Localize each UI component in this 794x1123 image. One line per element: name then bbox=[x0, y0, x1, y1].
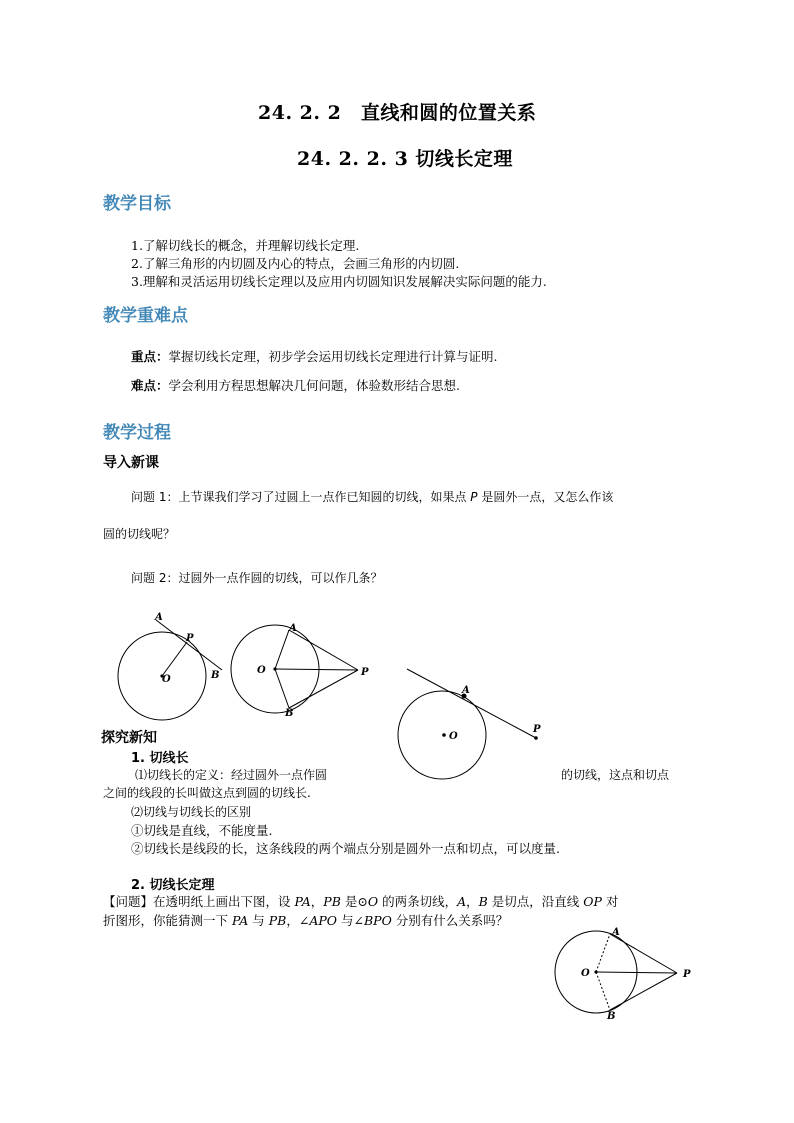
explore-heading: 探究新知 bbox=[101, 730, 157, 746]
question-1-text-b: 是圆外一点，又怎么作该 bbox=[477, 490, 614, 504]
label-p: P bbox=[186, 633, 194, 644]
problem-text: 是切点，沿直线 bbox=[487, 894, 584, 909]
objective-item: 1.了解切线长的概念，并理解切线长定理. bbox=[131, 238, 360, 253]
point-p-label: P bbox=[470, 490, 478, 504]
radius-ob bbox=[275, 669, 289, 708]
difficult-text: 学会利用方程思想解决几何问题，体验数形结合思想. bbox=[168, 378, 460, 393]
problem-text: ， bbox=[466, 894, 479, 909]
figure-two-tangents bbox=[231, 623, 369, 719]
problem-text: 与 bbox=[248, 913, 269, 928]
difference-1: ①切线是直线，不能度量. bbox=[131, 823, 273, 838]
difference-heading: ⑵切线与切线长的区别 bbox=[131, 805, 252, 819]
section-1-heading: 1. 切线长 bbox=[131, 751, 189, 766]
label-b: B bbox=[211, 670, 220, 681]
radius-oa bbox=[275, 630, 289, 669]
label-o: O bbox=[257, 665, 266, 676]
definition-text-b: 的切线，这点和切点 bbox=[561, 768, 670, 782]
tangent-pb bbox=[289, 670, 358, 708]
figure-tangent-length bbox=[555, 927, 691, 1022]
angle-bpo-label: BPO bbox=[363, 913, 392, 928]
label-a: A bbox=[462, 685, 470, 696]
objective-item: 2.了解三角形的内切圆及内心的特点，会画三角形的内切圆. bbox=[131, 256, 460, 271]
question-2: 问题 2：过圆外一点作圆的切线，可以作几条？ bbox=[131, 571, 383, 585]
process-heading: 教学过程 bbox=[103, 423, 171, 443]
problem-text: 分别有什么关系吗？ bbox=[391, 913, 509, 928]
segment-op bbox=[275, 669, 358, 670]
label-b: B bbox=[285, 708, 294, 719]
center-dot bbox=[273, 667, 276, 670]
section-2-heading: 2. 切线长定理 bbox=[131, 878, 215, 893]
problem-text: 是⊙ bbox=[340, 894, 368, 909]
key-label: 重点： bbox=[131, 349, 169, 364]
problem-text: 的两条切线， bbox=[378, 894, 458, 909]
keypoints-heading: 教学重难点 bbox=[103, 306, 188, 326]
question-1-line2: 圆的切线呢？ bbox=[103, 527, 176, 541]
tangent-line bbox=[407, 669, 536, 738]
center-dot bbox=[594, 970, 597, 973]
definition-text-a: ⑴切线长的定义：经过圆外一点作圆 bbox=[135, 768, 328, 782]
definition-line2: 之间的线段的长叫做这点到圆的切线长. bbox=[103, 786, 311, 800]
segment-pa-label: PA bbox=[294, 894, 311, 909]
radius-ob-dashed bbox=[596, 972, 610, 1010]
objectives-heading: 教学目标 bbox=[103, 194, 171, 214]
page-title: 24. 2. 2 直线和圆的位置关系 bbox=[258, 102, 537, 124]
label-p: P bbox=[361, 667, 369, 678]
intro-heading: 导入新课 bbox=[103, 455, 159, 471]
label-o: O bbox=[581, 968, 590, 979]
center-dot bbox=[442, 733, 446, 737]
label-p: P bbox=[683, 969, 691, 980]
problem-line-1 bbox=[103, 892, 618, 910]
question-1-text-a: 问题 1：上节课我们学习了过圆上一点作已知圆的切线，如果点 bbox=[131, 490, 471, 504]
problem-text: 【问题】在透明纸上画出下图，设 bbox=[103, 894, 295, 909]
problem-text: 与∠ bbox=[337, 913, 364, 928]
figure-single-tangent bbox=[118, 612, 222, 720]
label-a: A bbox=[612, 927, 620, 938]
angle-apo-label: APO bbox=[309, 913, 338, 928]
segment-pb-label: PB bbox=[268, 913, 287, 928]
tangent-pa bbox=[289, 630, 358, 670]
problem-text: ，∠ bbox=[286, 913, 310, 928]
tangent-pa bbox=[610, 934, 677, 973]
point-b-label: B bbox=[478, 894, 488, 909]
segment-pa-label: PA bbox=[231, 913, 249, 928]
segment-pb-label: PB bbox=[323, 894, 341, 909]
point-a-label: A bbox=[457, 894, 467, 909]
label-o: O bbox=[449, 731, 458, 742]
problem-text: 折图形，你能猜测一下 bbox=[103, 913, 232, 928]
tangent-line bbox=[156, 620, 222, 670]
label-a: A bbox=[155, 612, 163, 623]
label-a: A bbox=[289, 623, 297, 634]
point-p bbox=[534, 736, 538, 740]
radius-op bbox=[162, 642, 187, 676]
radius-oa-dashed bbox=[596, 934, 610, 972]
segment-op bbox=[596, 972, 677, 973]
problem-text: 对 bbox=[601, 894, 619, 909]
problem-line-2 bbox=[103, 911, 508, 929]
difference-2: ②切线长是线段的长，这条线段的两个端点分别是圆外一点和切点，可以度量. bbox=[131, 841, 560, 856]
objective-item: 3.理解和灵活运用切线长定理以及应用内切圆知识发展解决实际问题的能力. bbox=[131, 274, 547, 289]
page-subtitle: 24. 2. 2. 3 切线长定理 bbox=[297, 148, 513, 170]
tangent-pb bbox=[610, 973, 677, 1010]
key-text: 掌握切线长定理，初步学会运用切线长定理进行计算与证明. bbox=[168, 349, 498, 364]
label-o: O bbox=[162, 674, 171, 685]
label-b: B bbox=[607, 1011, 616, 1022]
figure-tangent-outside-point bbox=[398, 669, 541, 779]
label-p: P bbox=[533, 724, 541, 735]
problem-text: ， bbox=[310, 894, 324, 909]
circle-o-label: O bbox=[367, 894, 379, 909]
difficult-label: 难点： bbox=[131, 378, 169, 393]
line-op-label: OP bbox=[583, 894, 602, 909]
